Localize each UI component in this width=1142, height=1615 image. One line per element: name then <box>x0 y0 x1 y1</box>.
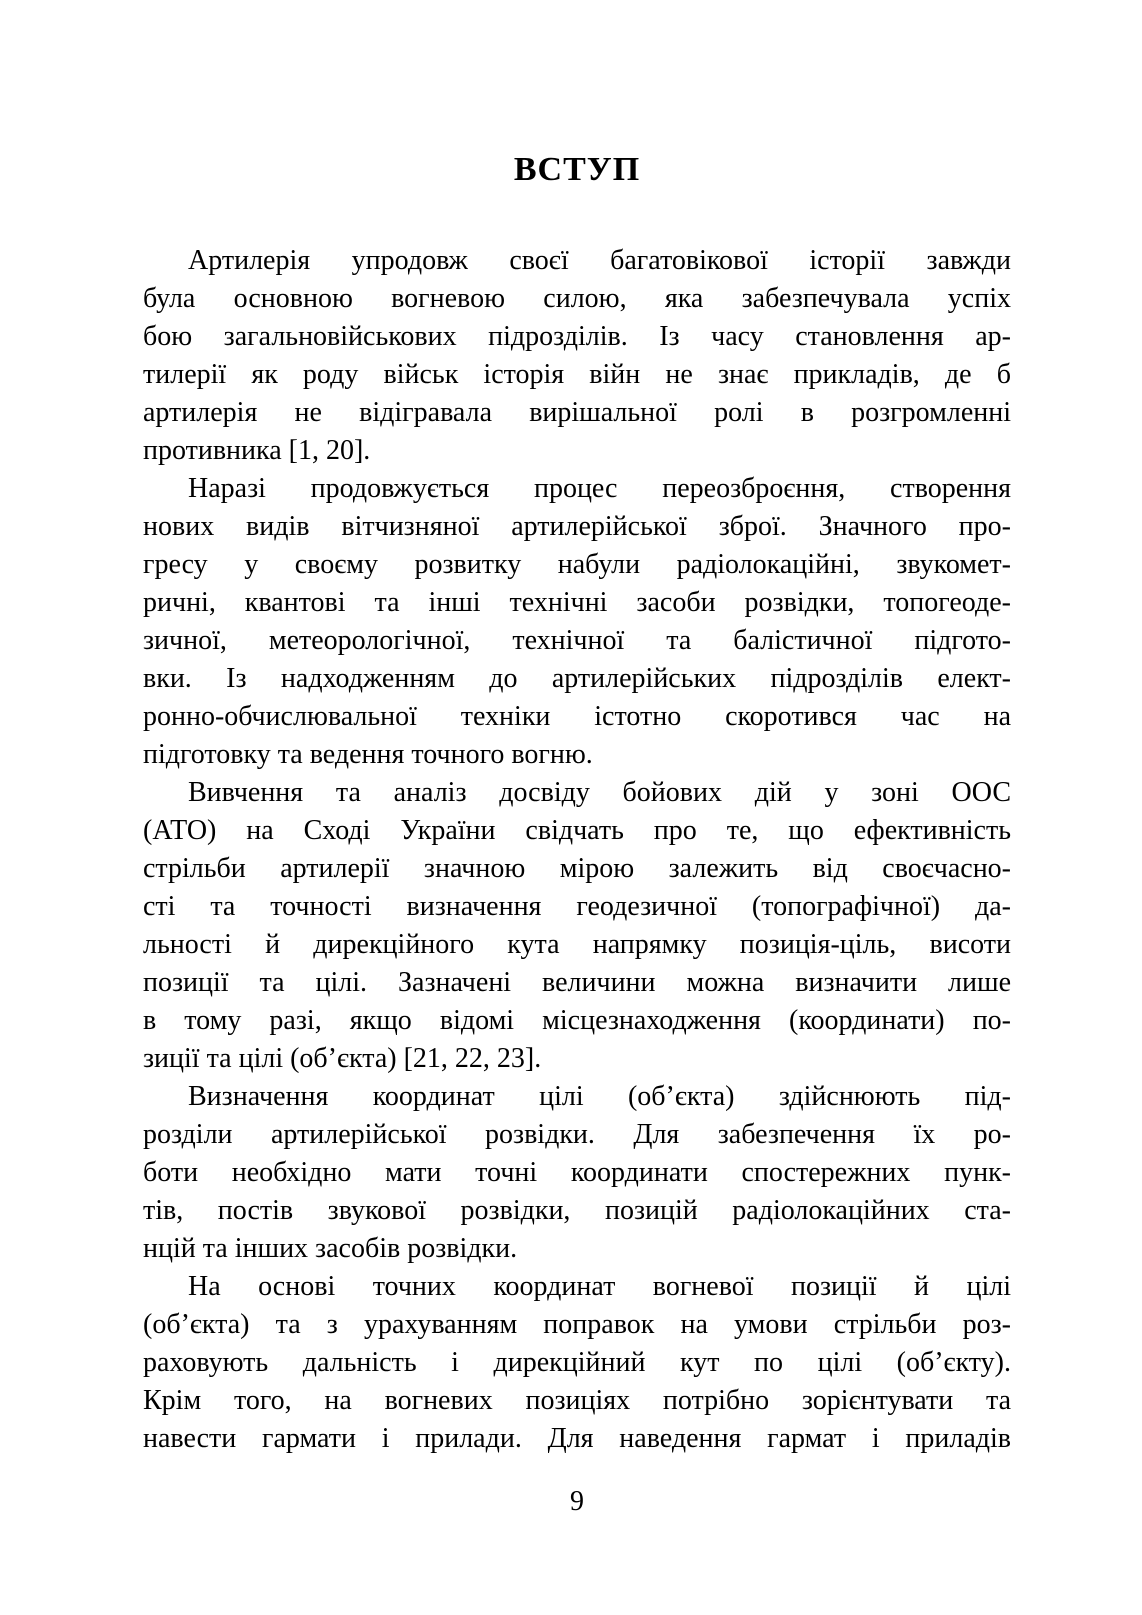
text-line: льності й дирекційного кута напрямку позиція-ціль, висоти <box>143 929 1011 960</box>
paragraph <box>143 242 1011 470</box>
text-line: ронно-обчислювальної техніки істотно скоротився час на <box>143 701 1011 732</box>
paragraph <box>143 470 1011 774</box>
text-line: тів, постів звукової розвідки, позицій радіолокаційних ста- <box>143 1195 1011 1226</box>
text-line: противника [1, 20]. <box>143 435 371 466</box>
text-line: Наразі продовжується процес переозброєння, створення <box>188 473 1011 504</box>
text-line: зиції та цілі (об’єкта) [21, 22, 23]. <box>143 1043 542 1074</box>
text-line: Крім того, на вогневих позиціях потрібно зорієнтувати та <box>143 1385 1011 1416</box>
paragraph <box>143 774 1011 1078</box>
text-line: розділи артилерійської розвідки. Для забезпечення їх ро- <box>143 1119 1011 1150</box>
text-line: ричні, квантові та інші технічні засоби розвідки, топогеоде- <box>143 587 1011 618</box>
text-line: (об’єкта) та з урахуванням поправок на умови стрільби роз- <box>143 1309 1011 1340</box>
text-line: тилерії як роду військ історія війн не знає прикладів, де б <box>143 359 1011 390</box>
text-line: нцій та інших засобів розвідки. <box>143 1233 518 1264</box>
text-block <box>143 150 1011 1458</box>
text-line: раховують дальність і дирекційний кут по цілі (об’єкту). <box>143 1347 1011 1378</box>
text-line: в тому разі, якщо відомі місцезнаходження (координати) по- <box>143 1005 1011 1036</box>
text-line: позиції та цілі. Зазначені величини можна визначити лише <box>143 967 1011 998</box>
text-line: боти необхідно мати точні координати спостережних пунк- <box>143 1157 1011 1188</box>
text-line: вки. Із надходженням до артилерійських підрозділів елект- <box>143 663 1011 694</box>
body-text <box>143 242 1011 1458</box>
paragraph <box>143 1268 1011 1458</box>
text-line: Визначення координат цілі (об’єкта) здійснюють під- <box>188 1081 1011 1112</box>
text-line: нових видів вітчизняної артилерійської зброї. Значного про- <box>143 511 1011 542</box>
text-line: бою загальновійськових підрозділів. Із часу становлення ар- <box>143 321 1011 352</box>
page-title: ВСТУП <box>513 151 641 188</box>
text-line: артилерія не відігравала вирішальної ролі в розгромленні <box>143 397 1011 428</box>
text-line: зичної, метеорологічної, технічної та балістичної підгото- <box>143 625 1011 656</box>
text-line: була основною вогневою силою, яка забезпечувала успіх <box>143 283 1011 314</box>
text-line: підготовку та ведення точного вогню. <box>143 739 593 770</box>
text-line: На основі точних координат вогневої позиції й цілі <box>188 1271 1011 1302</box>
text-line: Вивчення та аналіз досвіду бойових дій у зоні ООС <box>188 777 1011 808</box>
paragraph <box>143 1078 1011 1268</box>
text-line: гресу у своєму розвитку набули радіолокаційні, звукомет- <box>143 549 1011 580</box>
text-line: стрільби артилерії значною мірою залежить від своєчасно- <box>143 853 1011 884</box>
text-line: (АТО) на Сході України свідчать про те, що ефективність <box>143 815 1011 846</box>
text-line: сті та точності визначення геодезичної (топографічної) да- <box>143 891 1011 922</box>
page-number: 9 <box>570 1486 584 1517</box>
text-line: навести гармати і прилади. Для наведення гармат і приладів <box>143 1423 1011 1454</box>
text-line: Артилерія упродовж своєї багатовікової історії завжди <box>188 245 1011 276</box>
